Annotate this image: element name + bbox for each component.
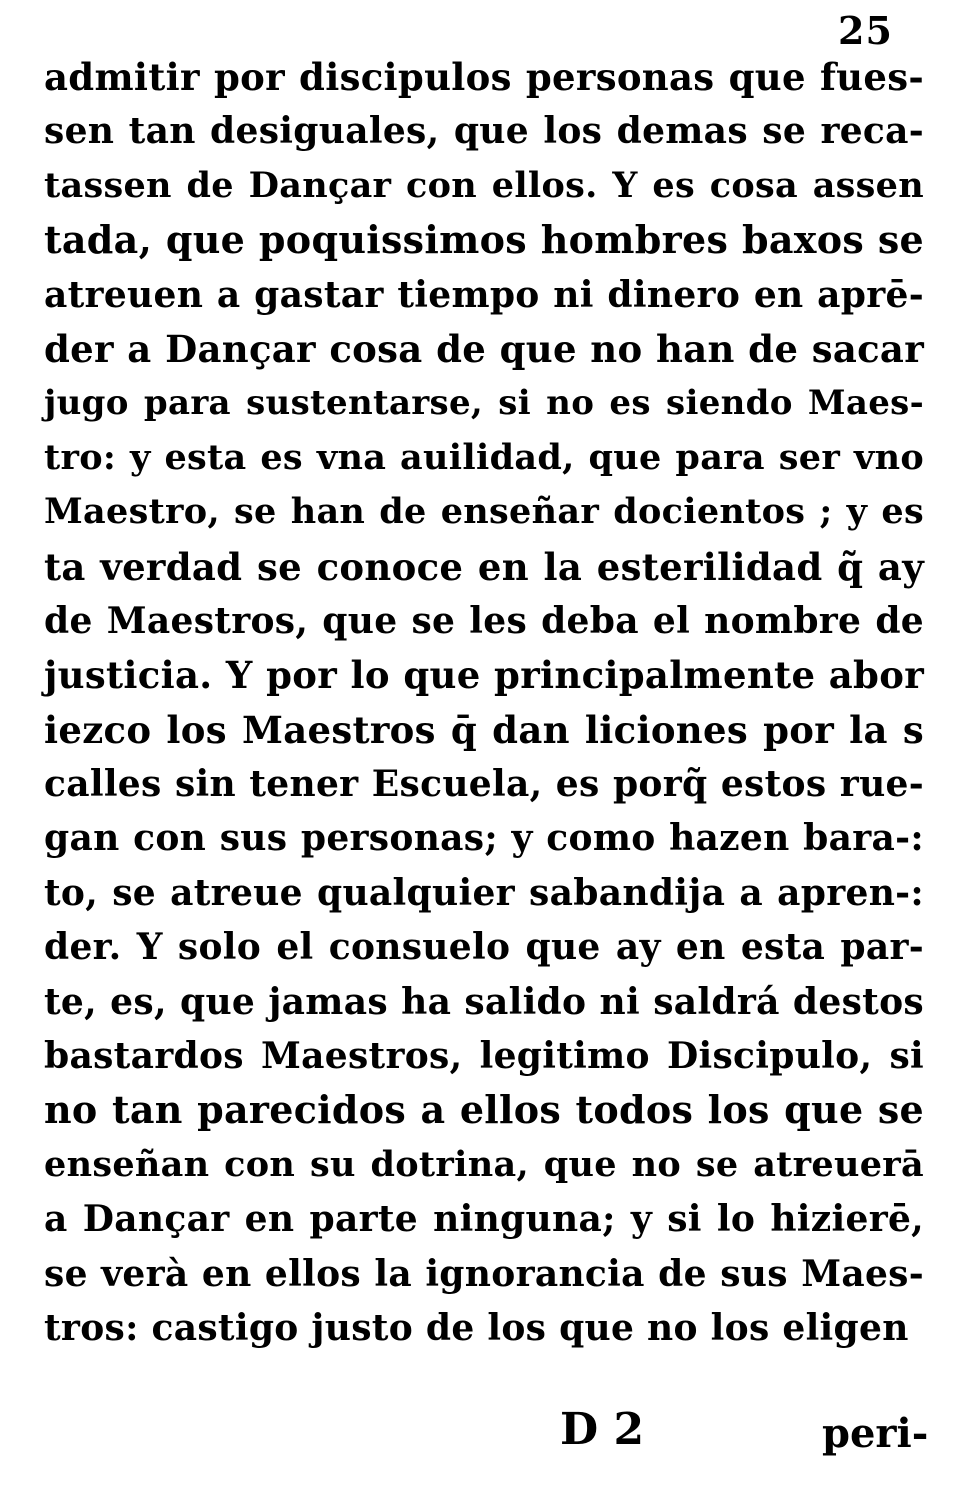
text-line: enseñan con su dotrina, que no se atreuerā [44, 1143, 924, 1185]
text-line: tro: y esta es vna auilidad, que para ser vno [44, 436, 924, 478]
text-line: Maestro, se han de enseñar docientos ; y es [44, 491, 924, 533]
text-line: se verà en ellos la ignorancia de sus Maes- [44, 1252, 924, 1295]
text-line: admitir por discipulos personas que fues- [44, 55, 924, 99]
text-line: gan con sus personas; y como hazen bara-: [44, 817, 924, 860]
text-line: no tan parecidos a ellos todos los que se [44, 1087, 924, 1133]
text-block [44, 50, 924, 1355]
text-line: iezco los Maestros q̄ dan liciones por la s [44, 707, 924, 752]
text-line: der. Y solo el consuelo que ay en esta par- [44, 926, 924, 969]
signature-mark: D 2 [560, 1404, 645, 1455]
text-line: ta verdad se conoce en la esterilidad q̃ ay [44, 544, 924, 589]
text-line: calles sin tener Escuela, es porq̃ estos rue- [44, 763, 924, 806]
text-line: te, es, que jamas ha salido ni saldrá destos [44, 980, 924, 1023]
text-line: jugo para sustentarse, si no es siendo Maes- [44, 383, 924, 424]
catchword: peri- [822, 1410, 929, 1457]
text-line: justicia. Y por lo que principalmente abor [44, 653, 924, 698]
text-line: tros: castigo justo de los que no los eligen [44, 1306, 909, 1349]
text-line: tassen de Dançar con ellos. Y es cosa assen [44, 164, 924, 206]
text-line: atreuen a gastar tiempo ni dinero en aprē- [44, 273, 924, 316]
text-line: tada, que poquissimos hombres baxos se [44, 217, 924, 263]
text-line: de Maestros, que se les deba el nombre de [44, 599, 924, 642]
text-line: sen tan desiguales, que los demas se reca- [44, 110, 924, 153]
text-line: a Dançar en parte ninguna; y si lo hizierē, [44, 1198, 924, 1241]
text-line: bastardos Maestros, legitimo Discipulo, si [44, 1035, 924, 1078]
page-number: 25 [838, 8, 893, 53]
text-line: to, se atreue qualquier sabandija a apren-: [44, 871, 924, 914]
text-line: der a Dançar cosa de que no han de sacar [44, 326, 924, 371]
